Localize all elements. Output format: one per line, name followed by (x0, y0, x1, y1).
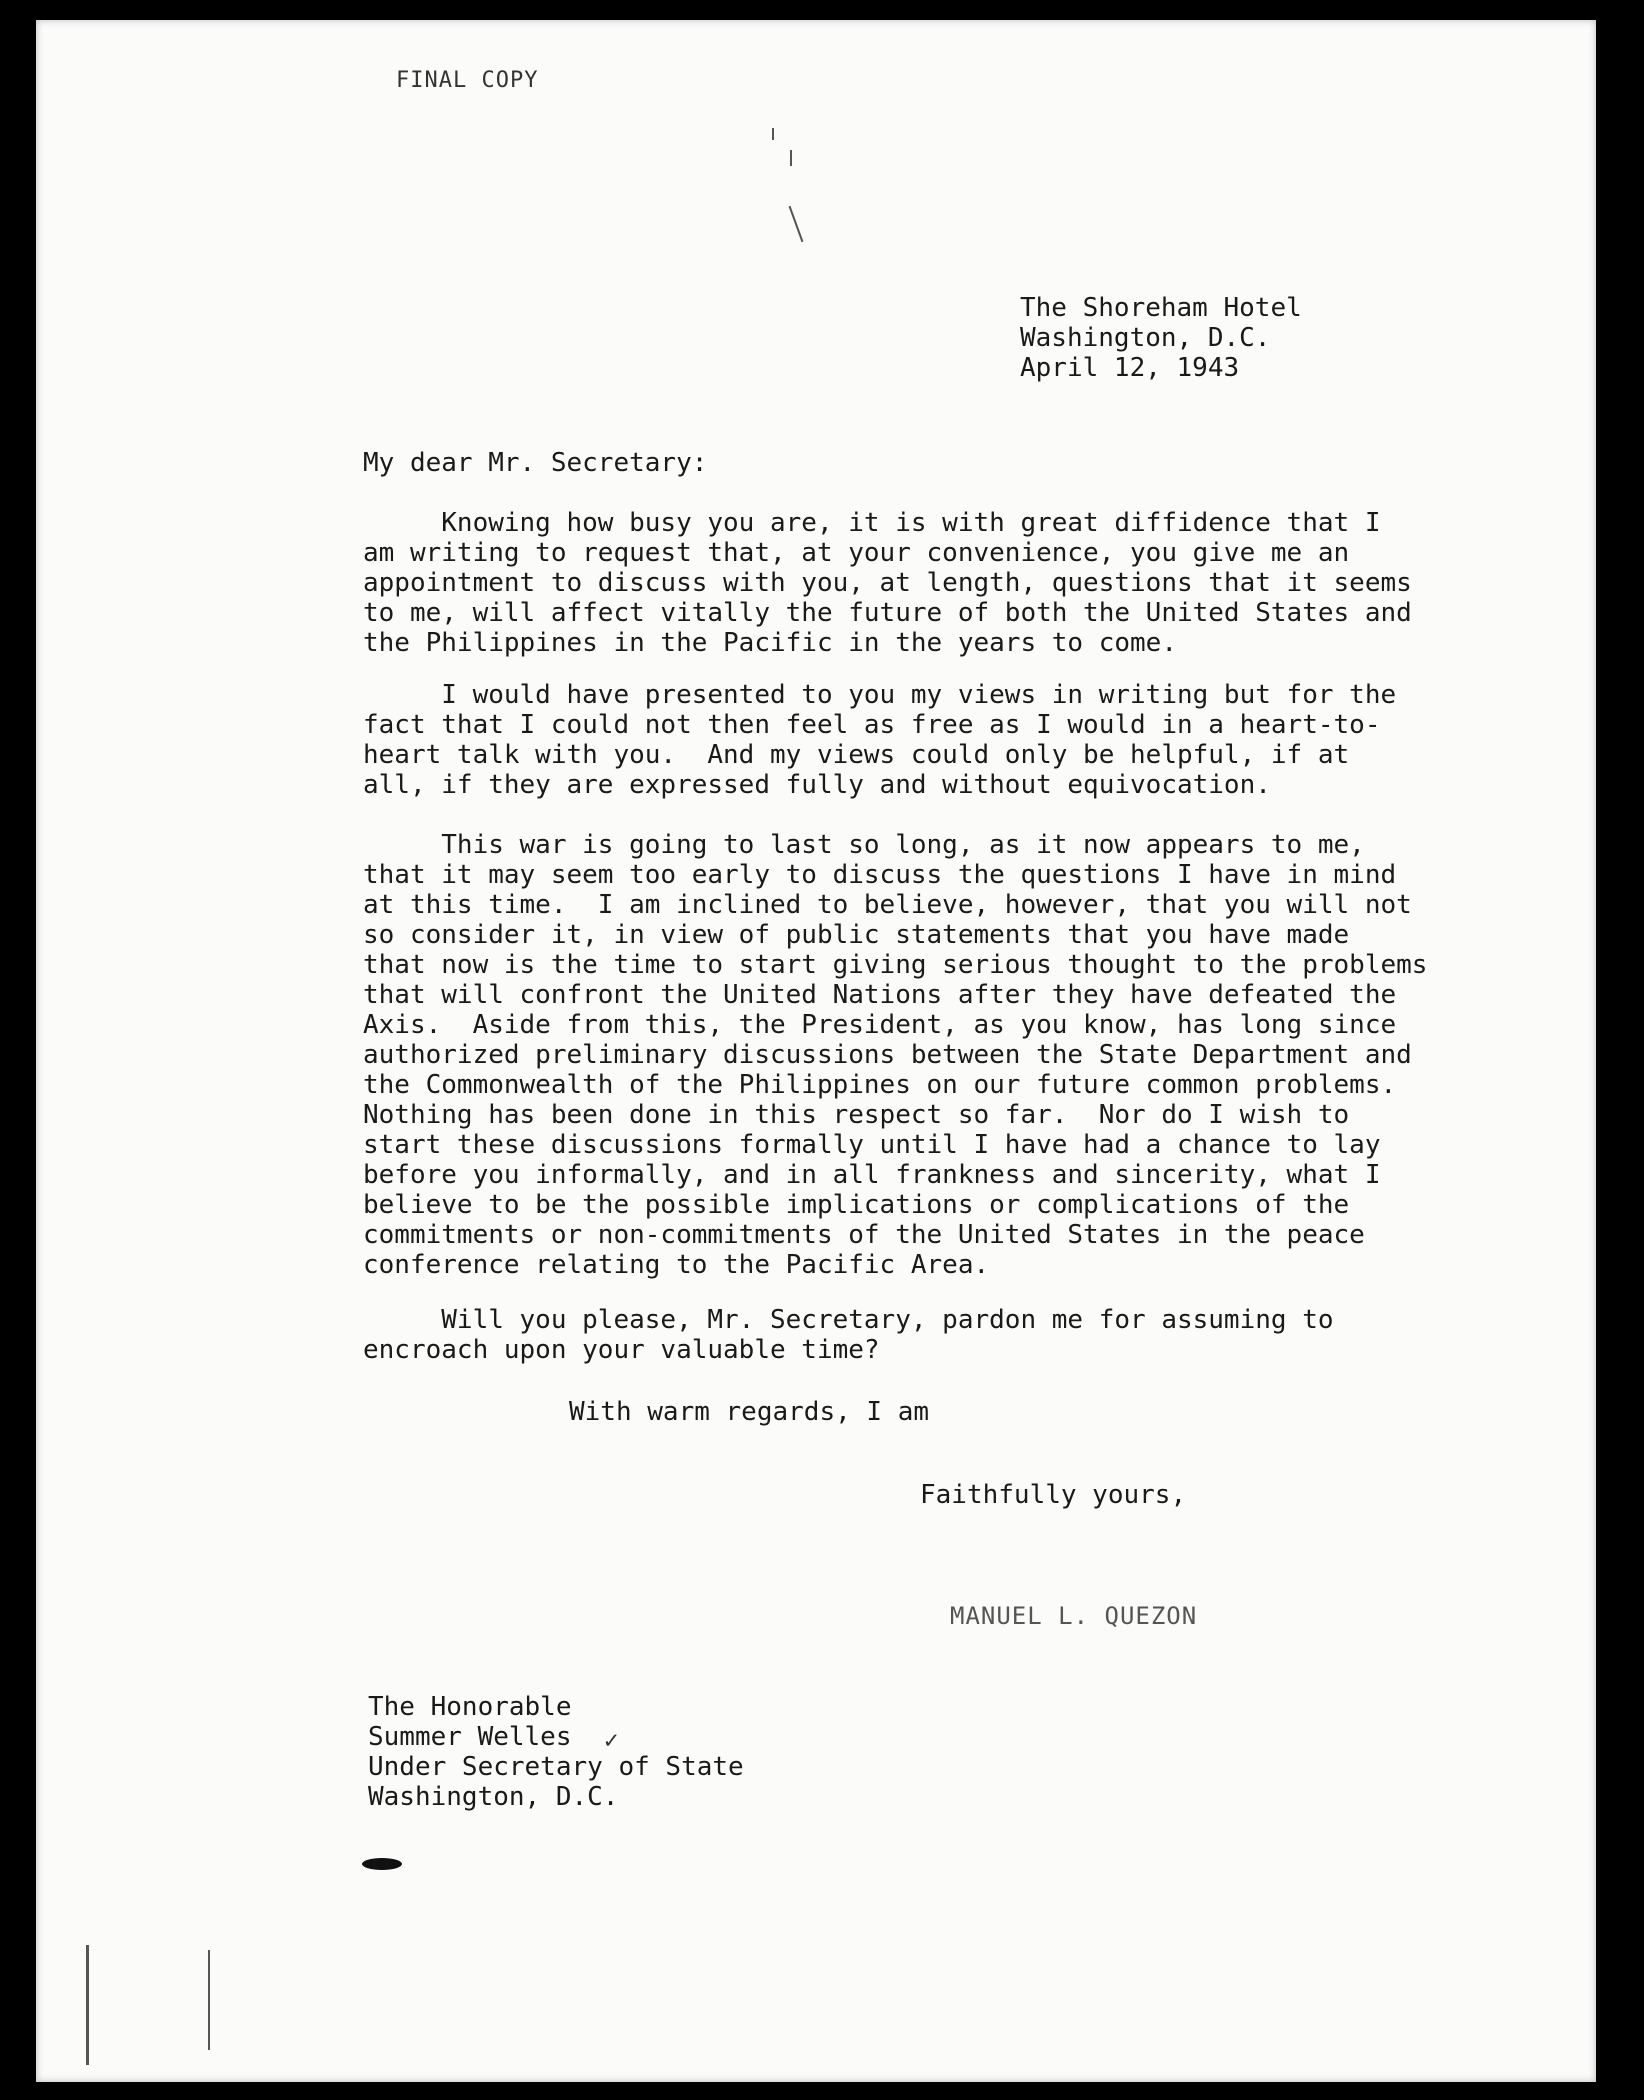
paragraph-4-line-1: Will you please, Mr. Secretary, pardon me for assuming to (363, 1305, 1334, 1335)
paragraph-2 (363, 680, 1396, 800)
paragraph-1-line-1: Knowing how busy you are, it is with great diffidence that I (363, 508, 1381, 538)
paragraph-2-line-3: heart talk with you. And my views could only be helpful, if at (363, 740, 1350, 770)
scan-speck-1 (772, 128, 774, 140)
return-address-line-2: Washington, D.C. (1020, 323, 1271, 353)
addressee-line-1: The Honorable (368, 1692, 572, 1722)
paragraph-3-line-2: that it may seem too early to discuss the questions I have in mind (363, 860, 1397, 890)
scan-edge-mark (86, 1945, 89, 2065)
paragraph-2-line-2: fact that I could not then feel as free as I would in a heart-to- (363, 710, 1381, 740)
return-address-line-1: The Shoreham Hotel (1020, 293, 1302, 323)
paragraph-2-line-4: all, if they are expressed fully and without equivocation. (363, 770, 1271, 800)
salutation: My dear Mr. Secretary: (363, 448, 708, 478)
paragraph-4-line-2: encroach upon your valuable time? (363, 1335, 880, 1365)
addressee-line-4: Washington, D.C. (368, 1782, 619, 1812)
addressee-line-3: Under Secretary of State (368, 1752, 744, 1782)
scan-edge-mark-2 (208, 1950, 210, 2050)
check-mark-icon: ✓ (604, 1726, 619, 1754)
complimentary-close: Faithfully yours, (920, 1480, 1187, 1510)
final-copy-stamp: FINAL COPY (396, 68, 539, 93)
paragraph-3-line-8: authorized preliminary discussions between the State Department and (363, 1040, 1412, 1070)
scan-speck-2 (790, 150, 792, 166)
paragraph-1 (363, 508, 1412, 658)
paragraph-3-line-1: This war is going to last so long, as it now appears to me, (363, 830, 1365, 860)
return-address (1020, 293, 1302, 383)
paragraph-1-line-3: appointment to discuss with you, at length, questions that it seems (363, 568, 1412, 598)
paragraph-1-line-4: to me, will affect vitally the future of both the United States and (363, 598, 1412, 628)
paragraph-3-line-12: before you informally, and in all frankness and sincerity, what I (363, 1160, 1381, 1190)
paragraph-3-line-11: start these discussions formally until I have had a chance to lay (363, 1130, 1381, 1160)
paragraph-4 (363, 1305, 1334, 1365)
paragraph-3 (363, 830, 1427, 1280)
paragraph-1-line-2: am writing to request that, at your convenience, you give me an (363, 538, 1350, 568)
paragraph-3-line-7: Axis. Aside from this, the President, as you know, has long since (363, 1010, 1397, 1040)
paragraph-3-line-14: commitments or non-commitments of the United States in the peace (363, 1220, 1365, 1250)
ink-blot-mark (362, 1858, 402, 1870)
addressee-line-2: Summer Welles (368, 1722, 572, 1752)
letter-date: April 12, 1943 (1020, 353, 1240, 383)
paragraph-3-line-15: conference relating to the Pacific Area. (363, 1250, 990, 1280)
paragraph-3-line-6: that will confront the United Nations after they have defeated the (363, 980, 1397, 1010)
closing-line: With warm regards, I am (569, 1397, 930, 1427)
paragraph-3-line-9: the Commonwealth of the Philippines on our future common problems. (363, 1070, 1397, 1100)
paragraph-1-line-5: the Philippines in the Pacific in the years to come. (363, 628, 1177, 658)
signature-name: MANUEL L. QUEZON (950, 1602, 1198, 1630)
paragraph-2-line-1: I would have presented to you my views in writing but for the (363, 680, 1397, 710)
paragraph-3-line-10: Nothing has been done in this respect so far. Nor do I wish to (363, 1100, 1350, 1130)
paragraph-3-line-5: that now is the time to start giving serious thought to the problems (363, 950, 1428, 980)
paragraph-3-line-13: believe to be the possible implications or complications of the (363, 1190, 1350, 1220)
paragraph-3-line-3: at this time. I am inclined to believe, however, that you will not (363, 890, 1412, 920)
paragraph-3-line-4: so consider it, in view of public statements that you have made (363, 920, 1350, 950)
addressee-block (368, 1692, 744, 1812)
